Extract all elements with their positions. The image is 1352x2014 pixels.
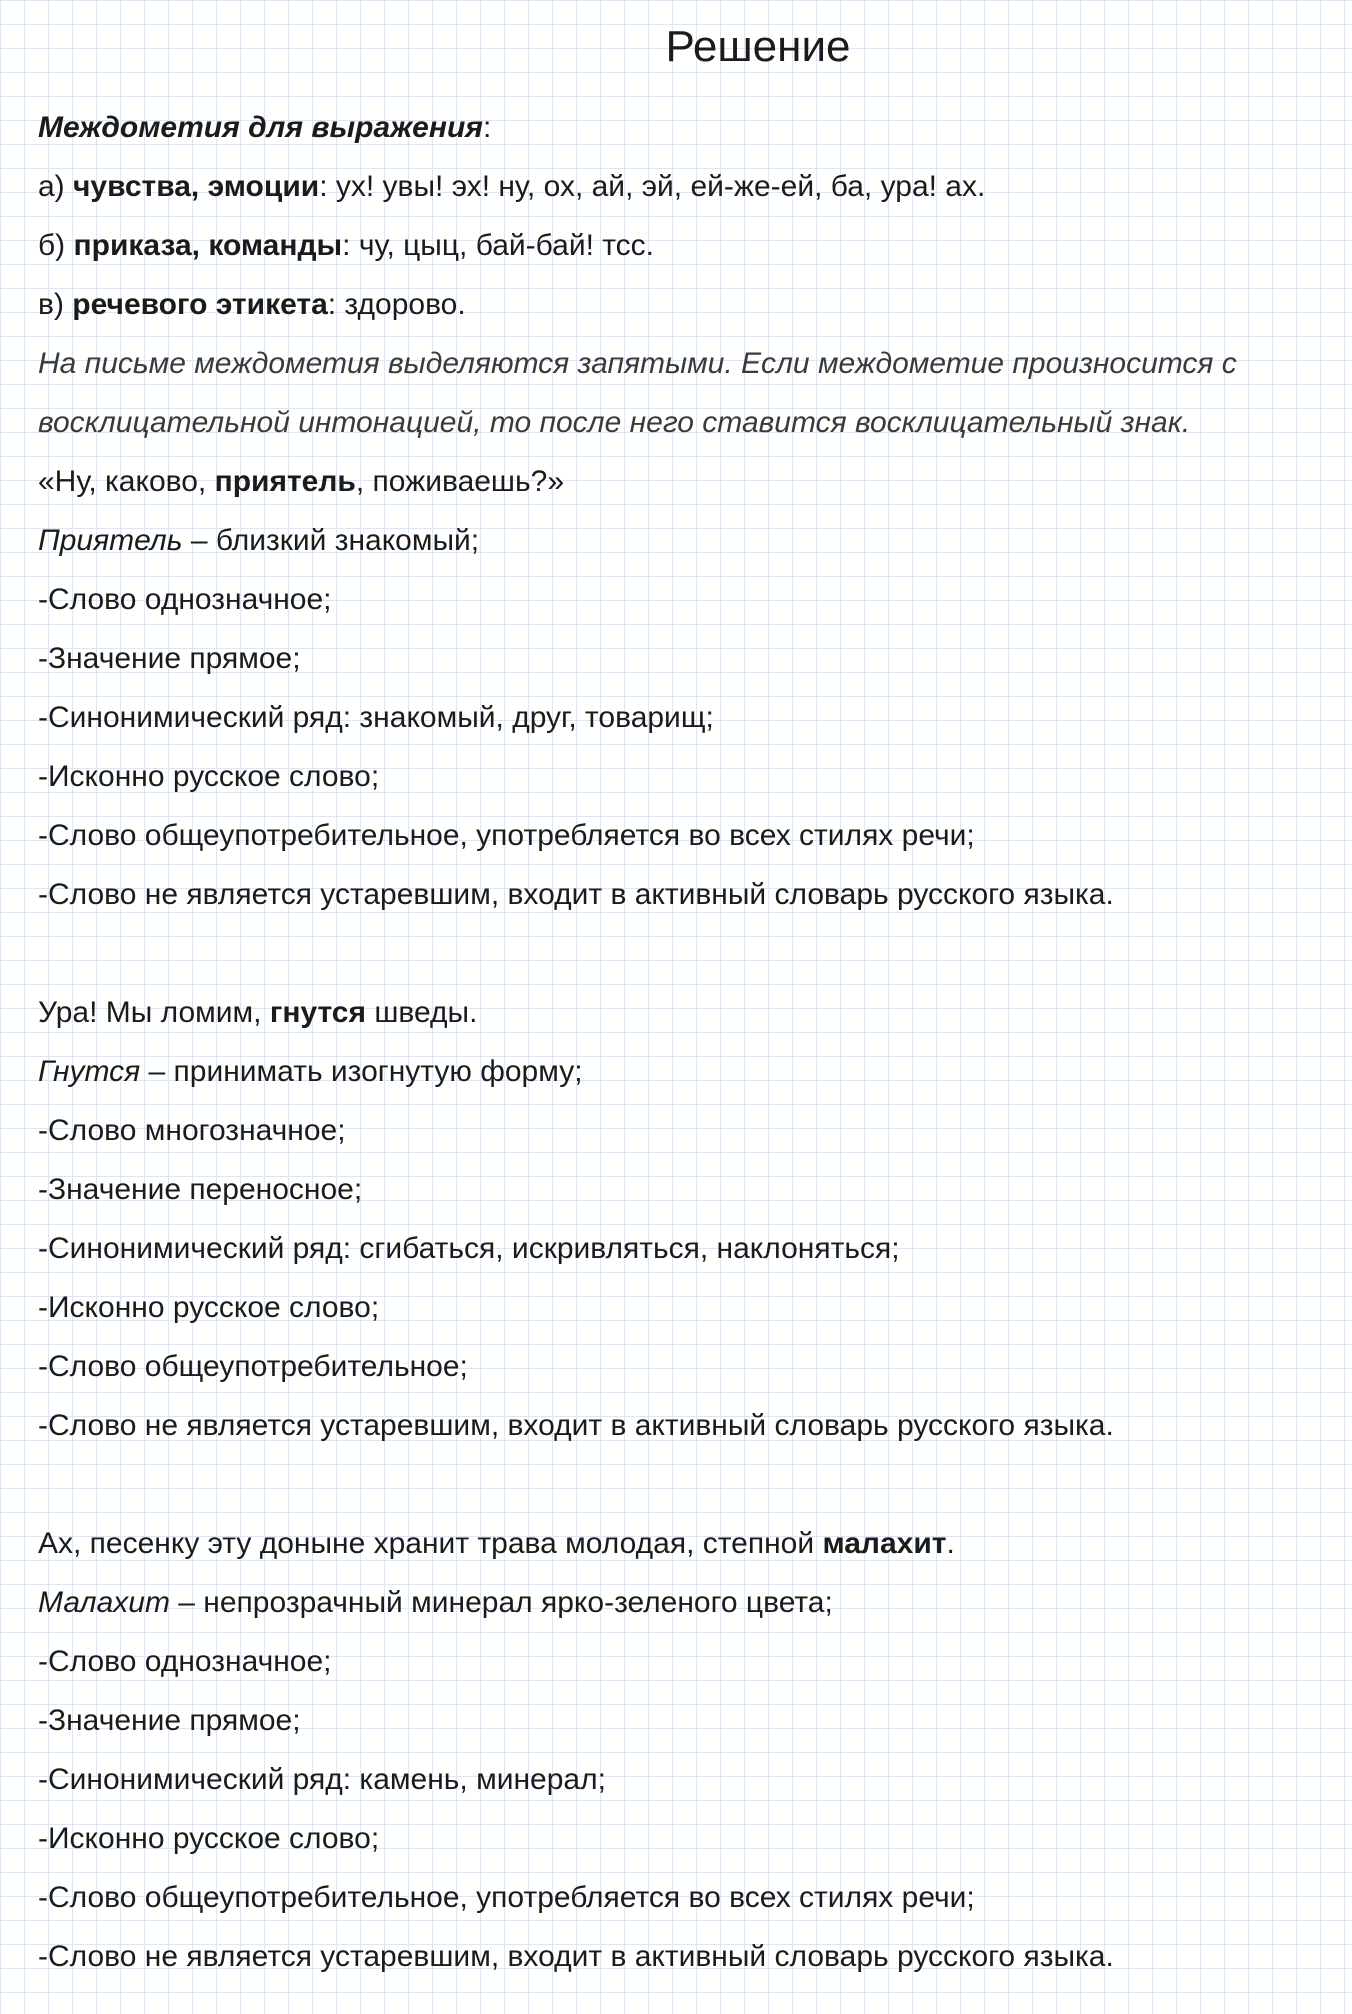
intro-item-c-text: : здорово. (327, 288, 466, 321)
sentence-before: Ура! Мы ломим, (38, 996, 270, 1029)
sentence-key-word: приятель (214, 465, 356, 498)
analysis-item: -Слово общеупотребительное, употребляется во всех стилях речи; (38, 819, 975, 852)
solution-body (38, 98, 1328, 1986)
word-definition (38, 1573, 1328, 1632)
analysis-section (38, 452, 1328, 924)
intro-item-a (38, 157, 1328, 216)
intro-item-c-prefix: в) (38, 288, 73, 321)
analysis-item: -Слово многозначное; (38, 1114, 346, 1147)
analysis-item: -Слово не является устаревшим, входит в активный словарь русского языка. (38, 1940, 1114, 1973)
section-spacer (38, 924, 1328, 983)
intro-item-c (38, 275, 1328, 334)
intro-note-line-2: восклицательной интонацией, то после него ставится восклицательный знак. (38, 406, 1191, 439)
analysis-item: -Слово однозначное; (38, 583, 332, 616)
sentence-key-word: малахит (822, 1527, 947, 1560)
intro-heading: Междометия для выражения (38, 111, 483, 144)
definition-text: – непрозрачный минерал ярко-зеленого цвета; (169, 1586, 833, 1619)
analysis-item: -Слово однозначное; (38, 1645, 332, 1678)
intro-heading-line (38, 98, 1328, 157)
word-definition (38, 511, 1328, 570)
definition-text: – принимать изогнутую форму; (140, 1055, 583, 1088)
sentence-after: . (946, 1527, 955, 1560)
intro-heading-colon: : (482, 111, 492, 144)
analysis-item: -Синонимический ряд: знакомый, друг, товарищ; (38, 701, 714, 734)
defined-word: Малахит (38, 1586, 170, 1619)
analysis-item: -Синонимический ряд: сгибаться, искривляться, наклоняться; (38, 1232, 900, 1265)
analysis-item: -Слово общеупотребительное; (38, 1350, 468, 1383)
example-sentence (38, 983, 1328, 1042)
intro-item-a-text: : ух! увы! эх! ну, ох, ай, эй, ей-же-ей, ба, ура! ах. (319, 170, 986, 203)
defined-word: Гнутся (38, 1055, 141, 1088)
sentence-after: шведы. (366, 996, 478, 1029)
sentence-before: Ах, песенку эту доныне хранит трава молодая, степной (38, 1527, 823, 1560)
analysis-item: -Исконно русское слово; (38, 760, 380, 793)
analysis-item: -Слово не является устаревшим, входит в активный словарь русского языка. (38, 878, 1114, 911)
defined-word: Приятель (38, 524, 183, 557)
intro-note-line-1: На письме междометия выделяются запятыми. Если междометие произносится с (38, 347, 1237, 380)
analysis-section (38, 983, 1328, 1455)
definition-text: – близкий знакомый; (182, 524, 480, 557)
analysis-item: -Исконно русское слово; (38, 1822, 380, 1855)
sentence-key-word: гнутся (269, 996, 366, 1029)
sentence-after: , поживаешь?» (355, 465, 564, 498)
example-sentence (38, 1514, 1328, 1573)
analysis-item: -Исконно русское слово; (38, 1291, 380, 1324)
analysis-section (38, 1514, 1328, 1986)
intro-item-a-term: чувства, эмоции (73, 170, 320, 203)
sentence-before: «Ну, каково, (38, 465, 215, 498)
page-title: Решение (665, 22, 851, 71)
analysis-item: -Слово не является устаревшим, входит в активный словарь русского языка. (38, 1409, 1114, 1442)
example-sentence (38, 452, 1328, 511)
intro-item-b-prefix: б) (38, 229, 74, 262)
analysis-item: -Значение переносное; (38, 1173, 363, 1206)
analysis-item: -Слово общеупотребительное, употребляется во всех стилях речи; (38, 1881, 975, 1914)
analysis-item: -Значение прямое; (38, 1704, 301, 1737)
section-spacer (38, 1455, 1328, 1514)
word-definition (38, 1042, 1328, 1101)
intro-item-a-prefix: а) (38, 170, 74, 203)
intro-item-c-term: речевого этикета (72, 288, 328, 321)
intro-item-b (38, 216, 1328, 275)
analysis-item: -Значение прямое; (38, 642, 301, 675)
analysis-item: -Синонимический ряд: камень, минерал; (38, 1763, 606, 1796)
intro-item-b-term: приказа, команды (73, 229, 343, 262)
intro-item-b-text: : чу, цыц, бай-бай! тсс. (342, 229, 654, 262)
